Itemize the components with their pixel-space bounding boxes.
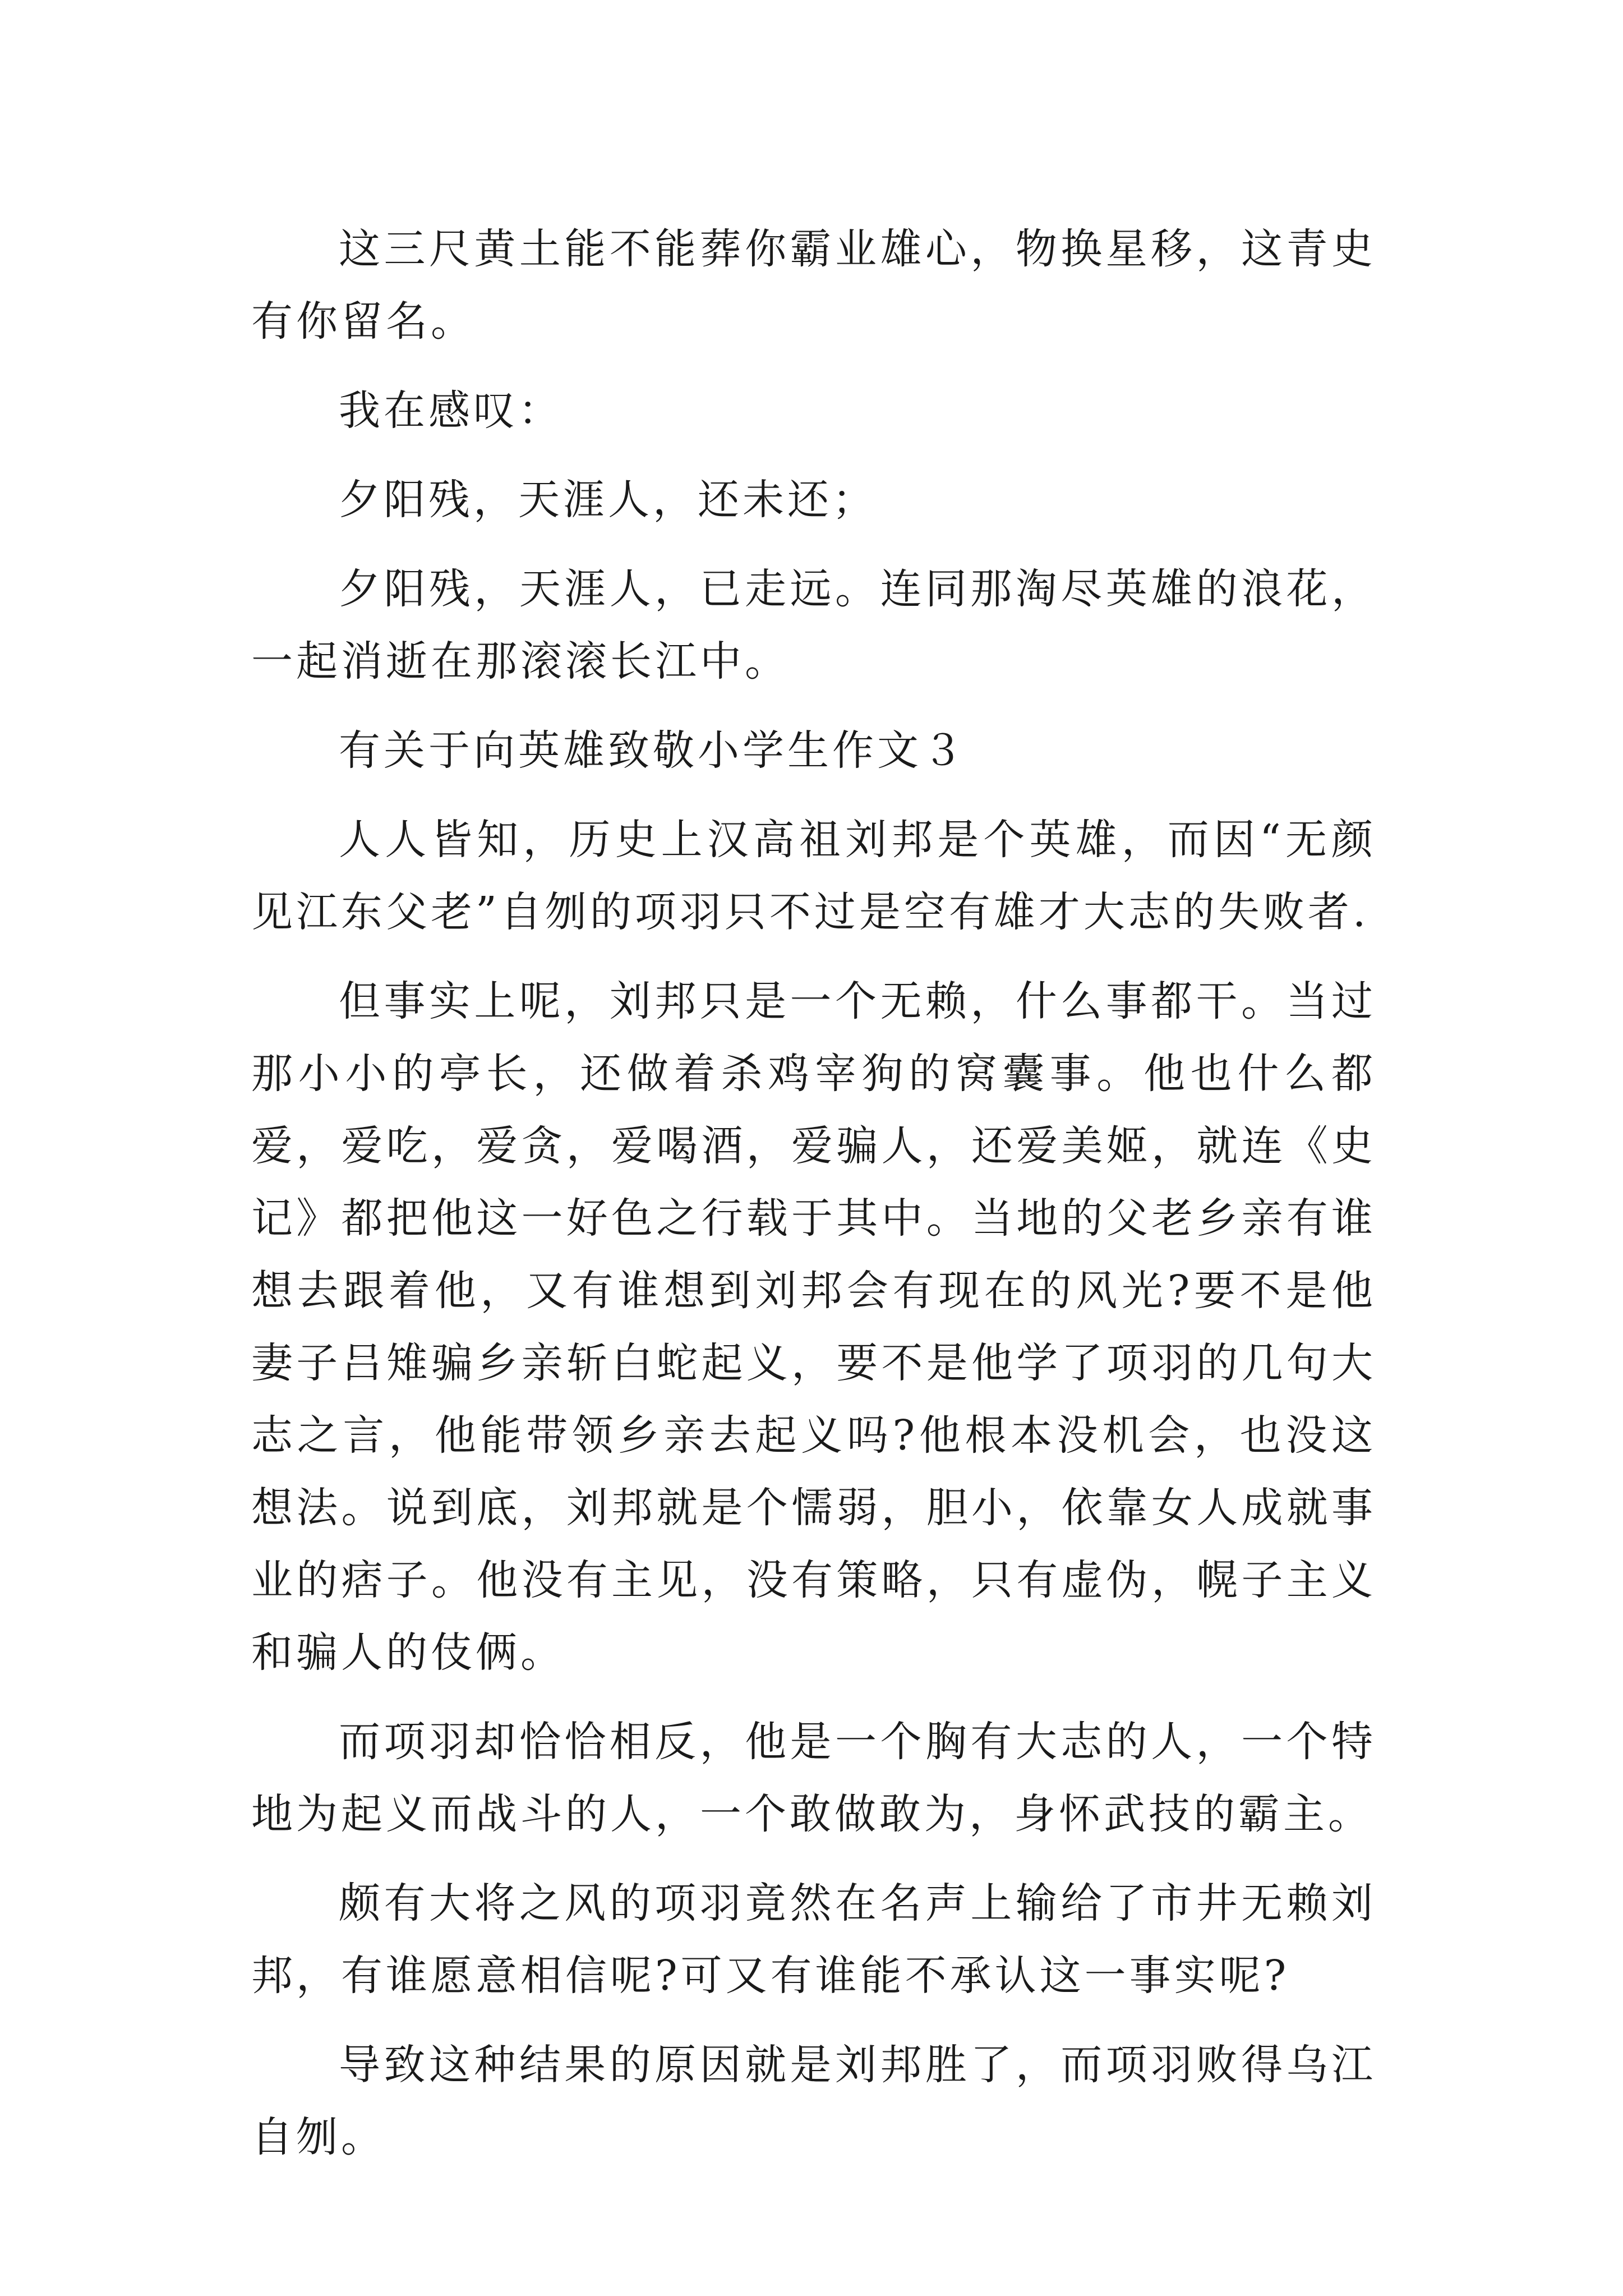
- paragraph-4: 夕阳残，天涯人，已走远。连同那淘尽英雄的浪花，一起消逝在那滚滚长江中。: [251, 565, 1376, 685]
- paragraph-3: 夕阳残，天涯人，还未还；: [339, 476, 877, 524]
- paragraph-1: 这三尺黄土能不能葬你霸业雄心，物换星移，这青史有你留名。: [251, 225, 1376, 346]
- paragraph-2: 我在感叹：: [339, 386, 563, 435]
- document-body: [251, 213, 1376, 2191]
- section-heading: 有关于向英雄致敬小学生作文３: [339, 726, 967, 775]
- paragraph-7: 而项羽却恰恰相反，他是一个胸有大志的人，一个特地为起义而战斗的人，一个敢做敢为，身怀武技的霸主。: [251, 1718, 1376, 1838]
- paragraph-9: 导致这种结果的原因就是刘邦胜了，而项羽败得乌江自刎。: [251, 2041, 1376, 2161]
- paragraph-6: 但事实上呢，刘邦只是一个无赖，什么事都干。当过那小小的亭长，还做着杀鸡宰狗的窝囊事。他也什么都爱，爱吃，爱贪，爱喝酒，爱骗人，还爱美姬，就连《史记》都把他这一好色之行载于其中。当地的父老乡亲有谁想去跟着他，又有谁想到刘邦会有现在的风光?要不是他妻子吕雉骗乡亲斩白蛇起义，要不是他学了项羽的几句大志之言，他能带领乡亲去起义吗?他根本没机会，也没这想法。说到底，刘邦就是个懦弱，胆小，依靠女人成就事业的痞子。他没有主见，没有策略，只有虚伪，幌子主义和骗人的伎俩。: [251, 977, 1376, 1677]
- paragraph-8: 颇有大将之风的项羽竟然在名声上输给了市井无赖刘邦，有谁愿意相信呢?可又有谁能不承认这一事实呢?: [251, 1879, 1376, 2000]
- paragraph-5: 人人皆知，历史上汉高祖刘邦是个英雄，而因“无颜见江东父老”自刎的项羽只不过是空有雄才大志的失败者.: [251, 816, 1376, 936]
